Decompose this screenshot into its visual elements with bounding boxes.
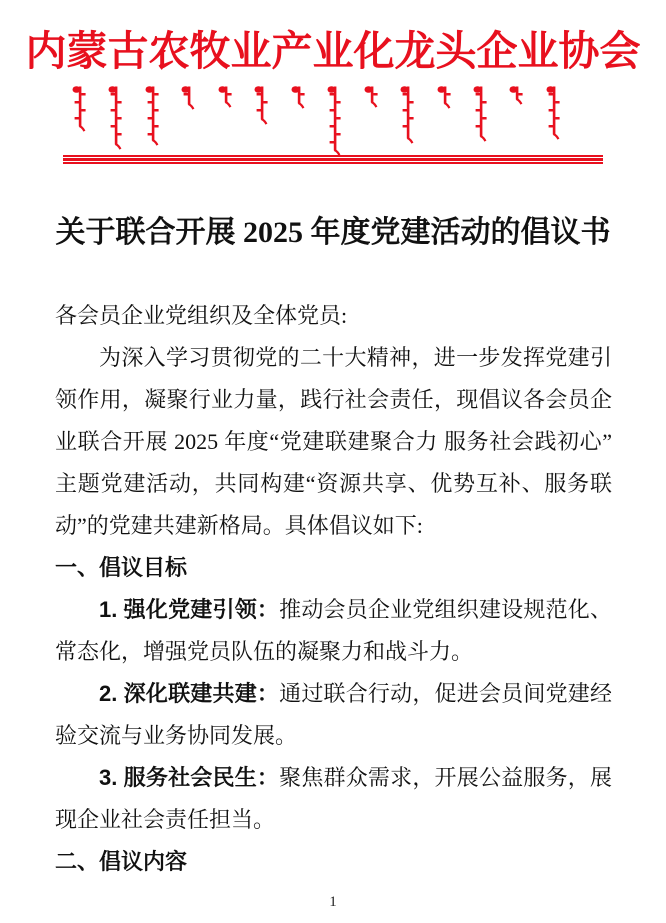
item-label: 2. 深化联建共建：	[99, 681, 280, 706]
page-number: 1	[329, 894, 337, 910]
mongolian-glyph-icon	[546, 85, 562, 159]
page-title: 关于联合开展 2025 年度党建活动的倡议书	[55, 216, 611, 249]
mongolian-glyph-icon	[72, 85, 88, 159]
item-label: 1. 强化党建引领：	[99, 597, 280, 622]
mongolian-glyph-icon	[364, 85, 380, 159]
proposal-item-3	[55, 757, 612, 841]
mongolian-glyph-icon	[254, 85, 270, 159]
section-heading-2: 二、倡议内容	[55, 849, 188, 874]
proposal-item-1	[55, 589, 612, 673]
org-name: 内蒙古农牧业产业化龙头企业协会	[25, 28, 641, 74]
mongolian-glyph-icon	[108, 85, 124, 159]
mongolian-glyph-icon	[218, 85, 234, 159]
mongolian-glyph-icon	[181, 85, 197, 159]
item-text: 通过联合行动，促进会员间党建经验交流与业务协同发展。	[55, 681, 612, 748]
mongolian-glyph-icon	[400, 85, 416, 159]
item-text: 聚焦群众需求，开展公益服务，展现企业社会责任担当。	[55, 765, 612, 832]
mongolian-glyph-icon	[327, 85, 343, 159]
mongolian-glyph-icon	[145, 85, 161, 159]
salutation: 各会员企业党组织及全体党员:	[55, 303, 348, 328]
document-body	[55, 295, 612, 883]
mongolian-glyph-icon	[509, 85, 525, 159]
section-heading-1: 一、倡议目标	[55, 555, 188, 580]
mongolian-glyph-icon	[437, 85, 453, 159]
mongolian-glyph-icon	[473, 85, 489, 159]
intro-paragraph: 为深入学习贯彻党的二十大精神，进一步发挥党建引领作用，凝聚行业力量，践行社会责任，现倡议各会员企业联合开展 2025 年度“党建联建聚合力 服务社会践初心”主题党建活动，共同构建“资源共享、优势互补、服务联动”的党建共建新格局。具体倡议如下:	[55, 345, 612, 538]
item-label: 3. 服务社会民生：	[99, 765, 280, 790]
mongolian-glyph-icon	[291, 85, 307, 159]
proposal-item-2	[55, 673, 612, 757]
letterhead	[0, 25, 666, 164]
item-text: 推动会员企业党组织建设规范化、常态化，增强党员队伍的凝聚力和战斗力。	[55, 597, 612, 664]
mongolian-script-row	[72, 85, 562, 151]
